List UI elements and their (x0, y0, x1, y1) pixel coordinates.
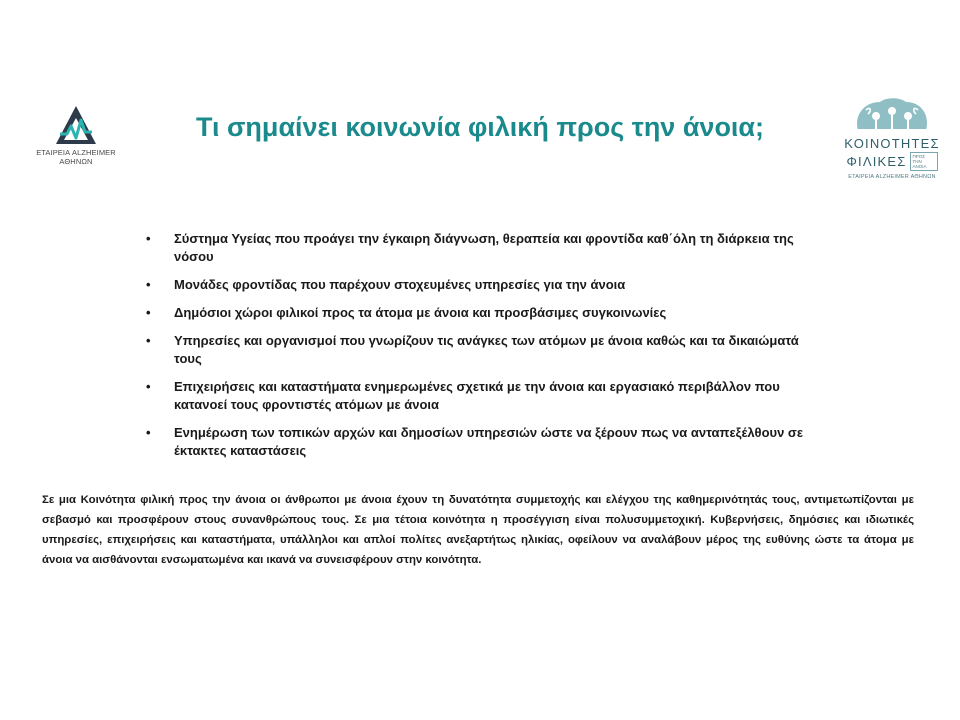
logo-right-word1: ΚΟΙΝΟΤΗΤΕΣ (844, 136, 940, 151)
bullet-dot: • (146, 305, 151, 320)
list-item (144, 230, 824, 266)
list-item (144, 378, 824, 414)
bullet-text: Ενημέρωση των τοπικών αρχών και δημοσίων υπηρεσιών ώστε να ξέρουν πως να ανταπεξέλθουν σε έκτακτες καταστάσεις (174, 425, 803, 458)
list-item (144, 276, 824, 294)
bullet-dot: • (146, 379, 151, 394)
logo-left-line2: ΑΘΗΝΩΝ (59, 157, 93, 166)
bullet-dot: • (146, 425, 151, 440)
list-item (144, 424, 824, 460)
list-item (144, 304, 824, 322)
summary-paragraph: Σε μια Κοινότητα φιλική προς την άνοια οι άνθρωποι με άνοια έχουν τη δυνατότητα συμμετοχής και ελέγχου της καθημερινότητάς τους, αντιμετωπίζονται με σεβασμό και προσφέρουν στους συνανθρώπους τους. Σε μια τέτοια κοινότητα η προσέγγιση είναι πολυσυμμετοχική. Κυβερνήσεις, δημόσιες και ιδιωτικές υπηρεσίες, επιχειρήσεις και καταστήματα, υπάλληλοι και απλοί πολίτες ανεξαρτήτως ηλικίας, οφείλουν να αναλάβουν μέρος της ευθύνης ώστε τα άτομα με άνοια να αισθάνονται ενσωματωμένα και ικανά να συνεισφέρουν στην κοινότητα. (42, 494, 914, 566)
bullet-text: Επιχειρήσεις και καταστήματα ενημερωμένες σχετικά με την άνοια και εργασιακό περιβάλλον που κατανοεί τους φροντιστές ατόμων με άνοια (174, 379, 780, 412)
brain-icon (852, 96, 932, 136)
logo-left-line1: ΕΤΑΙΡΕΙΑ ALZHEIMER (36, 148, 116, 157)
bullet-text: Μονάδες φροντίδας που παρέχουν στοχευμένες υπηρεσίες για την άνοια (174, 277, 626, 292)
bullet-dot: • (146, 231, 151, 246)
bullet-text: Σύστημα Υγείας που προάγει την έγκαιρη διάγνωση, θεραπεία και φροντίδα καθ΄όλη τη διάρκεια της νόσου (174, 231, 794, 264)
dementia-friendly-communities-logo (838, 96, 946, 188)
logo-right-word2: ΦΙΛΙΚΕΣ (846, 153, 907, 169)
bullet-dot: • (146, 333, 151, 348)
logo-right-sub: ΕΤΑΙΡΕΙΑ ALZHEIMER ΑΘΗΝΩΝ (848, 174, 936, 180)
list-item (144, 332, 824, 368)
bullet-text: Υπηρεσίες και οργανισμοί που γνωρίζουν τις ανάγκες των ατόμων με άνοια καθώς και τα δικαιώματά τους (174, 333, 799, 366)
page-title: Τι σημαίνει κοινωνία φιλική προς την άνοια; (195, 112, 765, 142)
bullet-dot: • (146, 277, 151, 292)
bullet-list (144, 230, 824, 470)
alzheimer-logo-icon (54, 104, 98, 148)
alzheimer-athens-logo (28, 104, 124, 174)
logo-right-tag: ΠΡΟΣ ΤΗΝ ΑΝΟΙΑ (910, 152, 938, 171)
bullet-text: Δημόσιοι χώροι φιλικοί προς τα άτομα με άνοια και προσβάσιμες συγκοινωνίες (174, 305, 667, 320)
